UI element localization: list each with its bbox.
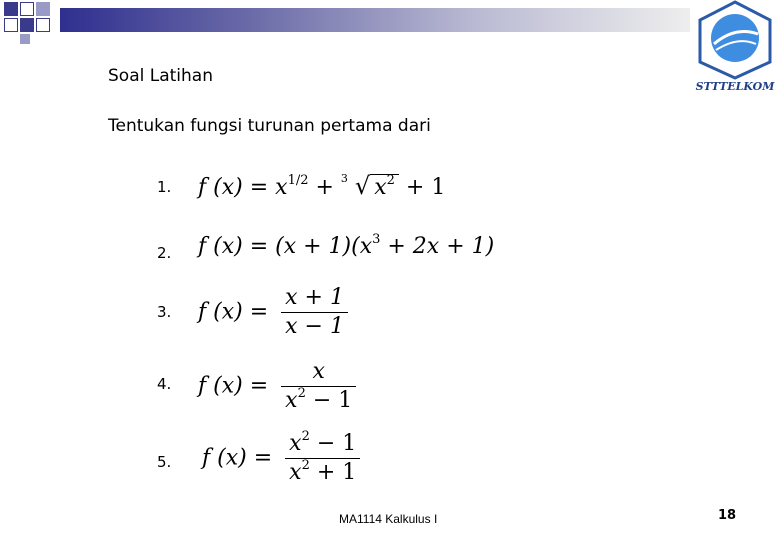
fraction-denominator [285, 459, 360, 487]
exercise-2-formula [198, 234, 494, 259]
svg-text:STTTELKOM: STTTELKOM [695, 80, 775, 93]
formula-term: x [275, 175, 288, 200]
logo-graphic [690, 0, 780, 98]
fraction-numerator: x + 1 [281, 284, 348, 313]
fraction-denominator: x − 1 [285, 314, 344, 339]
exercise-number: 2. [157, 244, 172, 262]
formula-operator: + [315, 175, 334, 200]
formula-exponent: 1/2 [287, 173, 309, 188]
cube-root [341, 172, 399, 200]
radicand-base: x [374, 175, 387, 200]
radicand-exponent: 2 [386, 173, 395, 188]
fraction-numerator: x [281, 358, 356, 387]
fraction [285, 430, 360, 487]
decor-square [4, 18, 18, 32]
radicand [370, 174, 399, 200]
footer-course: MA1114 Kalkulus I [339, 512, 438, 526]
denominator-exponent: 2 [301, 458, 310, 473]
root-index: 3 [340, 172, 348, 185]
decor-square [36, 2, 50, 16]
denominator-tail: + 1 [309, 460, 357, 485]
fraction [281, 284, 348, 341]
formula-lhs: f (x) = [198, 175, 269, 200]
exercise-number: 5. [157, 453, 172, 471]
fraction-denominator [281, 387, 356, 415]
formula-part: f (x) = (x + 1)(x [198, 234, 373, 259]
exercise-number: 1. [157, 178, 172, 196]
instruction-text: Tentukan fungsi turunan pertama dari [108, 116, 431, 136]
decor-square [4, 2, 18, 16]
exercise-1-formula [198, 172, 445, 200]
slide-title: Soal Latihan [108, 66, 213, 86]
stttelkom-logo [690, 0, 780, 98]
decor-square [20, 34, 30, 44]
exercise-3-formula [198, 284, 348, 341]
header-gradient-bar [60, 8, 690, 32]
formula-lhs: f (x) = [198, 373, 269, 399]
fraction-numerator [285, 430, 360, 459]
denominator-exponent: 2 [297, 386, 306, 401]
decor-square [36, 18, 50, 32]
exercise-number: 4. [157, 375, 172, 393]
formula-lhs: f (x) = [198, 299, 269, 325]
denominator-base: x [289, 460, 302, 485]
decor-square [20, 18, 34, 32]
numerator-base: x [289, 431, 302, 456]
numerator-exponent: 2 [301, 429, 310, 444]
denominator-tail: − 1 [305, 388, 353, 413]
exercise-5-formula [202, 430, 360, 487]
exercise-number: 3. [157, 303, 172, 321]
formula-part: + 2x + 1) [380, 234, 495, 259]
formula-exponent: 3 [372, 232, 381, 247]
header-decoration [0, 0, 780, 40]
formula-tail: + 1 [405, 175, 446, 200]
exercise-4-formula [198, 358, 356, 415]
denominator-base: x [285, 388, 298, 413]
formula-lhs: f (x) = [202, 445, 273, 471]
radical-sign: √ [354, 172, 371, 200]
decor-square [20, 2, 34, 16]
numerator-tail: − 1 [309, 431, 357, 456]
page-number: 18 [718, 508, 737, 523]
fraction [281, 358, 356, 415]
